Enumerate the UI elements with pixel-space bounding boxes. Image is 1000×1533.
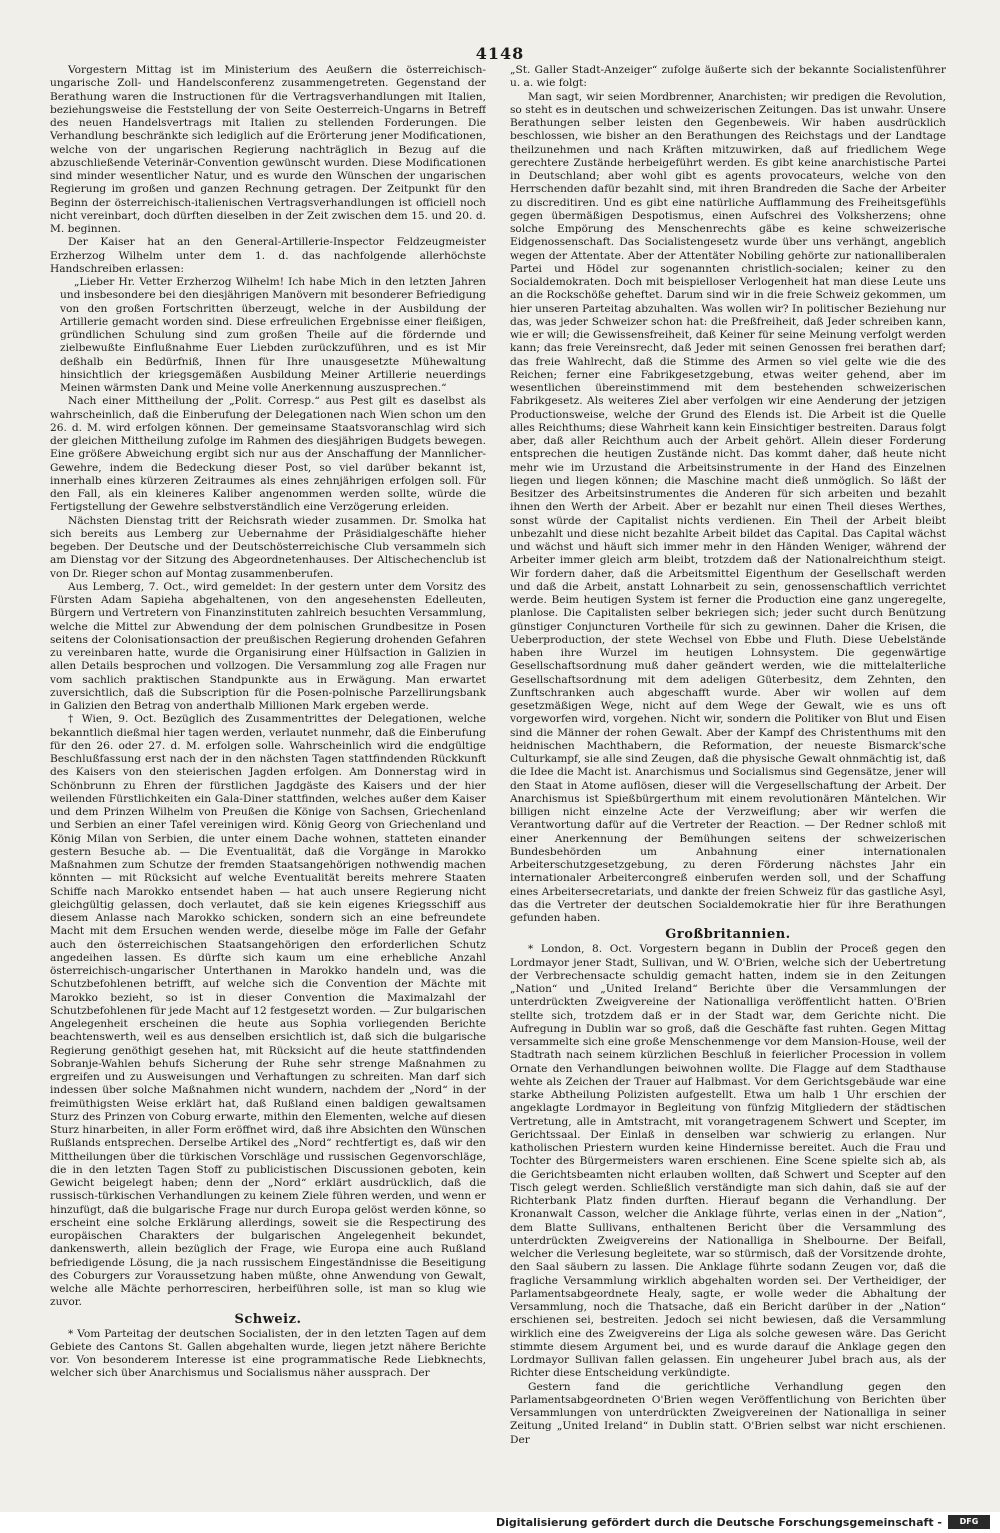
article-paragraph: Aus Lemberg, 7. Oct., wird gemeldet: In der gestern unter dem Vorsitz des Fürsten Adam Sapieha abgehaltenen, von den angesehensten Edelleuten, Bürgern und Vertretern von Finanzinstituten zahlreich besuchten Versammlung, welche die Mittel zur Abwendung der dem polnischen Grundbesitze in Posen seitens der Colonisationsaction der preußischen Regierung drohenden Gefahren zu vereinbaren hatte, wurde die Organisirung einer Hülfsaction in Galizien in allen Details besprochen und vollzogen. Die Versammlung zog alle Fragen nur vom sachlich praktischen Standpunkte aus in Erwägung. Man erwartet zuversichtlich, daß die Subscription für die Posen-polnische Parzellirungsbank in Galizien den Betrag von anderthalb Millionen Mark ergeben werde. <box>50 580 486 712</box>
article-paragraph: Vorgestern Mittag ist im Ministerium des Aeußern die österreichisch-ungarische Zoll- und Handelsconferenz zusammengetreten. Gegenstand der Berathung waren die Instructionen für die Vertragsverhandlungen mit Italien, beziehungsweise die Feststellung der von Seite Oesterreich-Ungarns in Betreff des neuen Handelsvertrags mit Italien zu stellenden Forderungen. Die Verhandlung beschränkte sich lediglich auf die Erörterung jener Modificationen, welche von der ungarischen Regierung nachträglich in Bezug auf die abzuschließende Veterinär-Convention gewünscht wurden. Diese Modificationen sind minder wesentlicher Natur, und es wurde den Wünschen der ungarischen Regierung im großen und ganzen Rechnung getragen. Der Zeitpunkt für den Beginn der österreichisch-italienischen Vertragsverhandlungen ist officiell noch nicht vereinbart, doch dürften dieselben in der Zeit zwischen dem 15. und 20. d. M. beginnen. <box>50 64 486 235</box>
article-paragraph: Nächsten Dienstag tritt der Reichsrath wieder zusammen. Dr. Smolka hat sich bereits aus Lemberg zur Uebernahme der Präsidialgeschäfte hieher begeben. Der Deutsche und der Deutschösterreichische Club versammeln sich am Dienstag vor der Sitzung des Abgeordnetenhauses. Der Altischechenclub ist von Dr. Rieger schon auf Montag zusammenberufen. <box>50 514 486 580</box>
article-paragraph: Der Kaiser hat an den General-Artillerie-Inspector Feldzeugmeister Erzherzog Wilhelm unter dem 1. d. das nachfolgende allerhöchste Handschreiben erlassen: <box>50 236 486 275</box>
article-paragraph: Nach einer Mittheilung der „Polit. Corresp.“ aus Pest gilt es daselbst als wahrscheinlich, daß die Einberufung der Delegationen nach Wien schon um den 26. d. M. wird erfolgen können. Der gemeinsame Staatsvoranschlag wird sich der gleichen Mittheilung zufolge im Rahmen des diesjährigen Budgets bewegen. Eine größere Abweichung ergibt sich nur aus der Anschaffung der Mannlicher-Gewehre, indem die Bedeckung dieser Post, so viel darüber bekannt ist, innerhalb eines kürzeren Zeitraumes als eines zehnjährigen erfolgen soll. Für den Fall, als ein kleineres Kaliber angenommen werden sollte, würde die Fertigstellung der Gewehre selbstverständlich eine Verzögerung erleiden. <box>50 395 486 514</box>
article-paragraph: * Vom Parteitag der deutschen Socialisten, der in den letzten Tagen auf dem Gebiete des Cantons St. Gallen abgehalten wurde, liegen jetzt nähere Berichte vor. Von besonderem Interesse ist eine programmatische Rede Liebknechts, welcher sich über Anarchismus und Socialismus näher aussprach. Der <box>50 1327 486 1380</box>
quoted-letter: „Lieber Hr. Vetter Erzherzog Wilhelm! Ich habe Mich in den letzten Jahren und insbesondere bei den diesjährigen Manövern mit besonderer Befriedigung von den großen Fortschritten überzeugt, welche in der Ausbildung der Artillerie gemacht worden sind. Diese erfreulichen Ergebnisse einer fleißigen, gründlichen Schulung sind zum großen Theile auf die fördernde und zielbewußte Einflußnahme Euer Liebden zurückzuführen, und es ist Mir deßhalb ein Bedürfniß, Ihnen für Ihre unausgesetzte Mühewaltung hinsichtlich der kriegsgemäßen Ausbildung Meiner Artillerie neuerdings Meinen wärmsten Dank und Meine volle Anerkennung auszusprechen.“ <box>60 276 486 394</box>
article-paragraph: Gestern fand die gerichtliche Verhandlung gegen den Parlamentsabgeordneten O'Brien wegen Veröffentlichung von Berichten über Versammlungen von unterdrückten Zweigvereinen der Nationalliga in seiner Zeitung „United Ireland“ in Dublin statt. O'Brien selbst war nicht erschienen. Der <box>510 1380 946 1446</box>
left-column <box>50 64 486 1509</box>
article-paragraph: † Wien, 9. Oct. Bezüglich des Zusammentrittes der Delegationen, welche bekanntlich dießmal hier tagen werden, verlautet nunmehr, daß die Einberufung für den 26. oder 27. d. M. erfolgen solle. Wahrscheinlich wird die endgültige Beschlußfassung erst nach der in den nächsten Tagen stattfindenden Rückkunft des Kaisers von den steierischen Jagden erfolgen. Am Donnerstag wird in Schönbrunn zu Ehren der fürstlichen Jagdgäste des Kaisers und der hier weilenden Fürstlichkeiten ein Gala-Diner stattfinden, welches außer dem Kaiser und dem Prinzen Wilhelm von Preußen die Könige von Sachsen, Griechenland und Serbien an einer Tafel vereinigen wird. König Georg von Griechenland und König Milan von Serbien, die unter einem Dache wohnen, statteten einander gestern Besuche ab. — Die Eventualität, daß die Vorgänge in Marokko Maßnahmen zum Schutze der fremden Staatsangehörigen nothwendig machen könnten — mit Rücksicht auf welche Eventualität bereits mehrere Staaten Schiffe nach Marokko entsendet haben — hat auch unsere Regierung nicht gleichgültig gelassen, doch verlautet, daß sie kein eigenes Kriegsschiff aus diesem Anlasse nach Marokko schicken, sondern sich an eine befreundete Macht mit dem Ersuchen wenden werde, dieselbe möge im Falle der Gefahr auch den österreichischen Staatsangehörigen den erforderlichen Schutz angedeihen lassen. Es dürfte sich kaum um eine erhebliche Anzahl österreichisch-ungarischer Unterthanen in Marokko handeln und, was die Schutzbefohlenen betrifft, auf welche sich die Convention der Mächte mit Marokko bezieht, so ist in dieser Convention die Maximalzahl der Schutzbefohlenen für jede Macht auf 12 festgesetzt worden. — Zur bulgarischen Angelegenheit erscheinen die heute aus Sophia vorliegenden Berichte beachtenswerth, weil es aus denselben ersichtlich ist, daß sich die bulgarische Regierung genöthigt gesehen hat, mit Rücksicht auf die heute stattfindenden Sobranje-Wahlen behufs Sicherung der Ruhe sehr strenge Maßnahmen zu ergreifen und zu Ausweisungen und Verhaftungen zu schreiten. Man darf sich indessen über solche Maßnahmen nicht wundern, nachdem der „Nord“ in der freimüthigsten Weise erklärt hat, daß Rußland einen baldigen gewaltsamen Sturz des Prinzen von Coburg erwarte, mithin den Elementen, welche auf diesen Sturz hinarbeiten, in aller Form eröffnet wird, daß ihre Absichten den Wünschen Rußlands entsprechen. Derselbe Artikel des „Nord“ rechtfertigt es, daß wir den Mittheilungen über die türkischen Vorschläge und russischen Gegenvorschläge, die in den letzten Tagen Stoff zu publicistischen Discussionen geboten, kein Gewicht beigelegt haben; denn der „Nord“ erklärt ausdrücklich, daß die russisch-türkischen Verhandlungen zu keinem Ziele führen werden, und wenn er hinzufügt, daß die bulgarische Frage nur durch Europa gelöst werden könne, so erscheint eine solche Erklärung allerdings, soweit sie die Respectirung des europäischen Charakters der bulgarischen Angelegenheit bekundet, dankenswerth, allein bezüglich der Frage, wie Europa eine auch Rußland befriedigende Lösung, die ja nach russischem Eingeständnisse die Beseitigung des Coburgers zur Voraussetzung haben müßte, ohne Anwendung von Gewalt, welche alle Mächte perhorresciren, herbeiführen solle, ist man so klug wie zuvor. <box>50 713 486 1309</box>
article-paragraph: Man sagt, wir seien Mordbrenner, Anarchisten; wir predigen die Revolution, so steht es in deutschen und schweizerischen Zeitungen. Das ist unwahr. Unsere Berathungen selber leisten den Gegenbeweis. Wir haben ausdrücklich beschlossen, wie bisher an den Berathungen des Reichstags und der Landtage theilzunehmen und nach Kräften mitzuwirken, daß auf friedlichem Wege gerechtere Zustände herbeigeführt werden. Es gibt keine anarchistische Partei in Deutschland; aber wohl gibt es agents provocateurs, welche von den Herrschenden dafür bezahlt sind, mit ihren Brandreden die Sache der Arbeiter zu discreditiren. Und es gibt eine natürliche Aufflammung des Freiheitsgefühls gegen übermäßigen Despotismus, einen Aufschrei des Volksherzens; ohne solche Empörung des Menschenrechts gäbe es keine schweizerische Eidgenossenschaft. Das Socialistengesetz wurde über uns verhängt, angeblich wegen der Attentate. Aber der Attentäter Nobiling gehörte zur nationalliberalen Partei und Hödel zur sogenannten christlich-socialen; keiner zu den Socialdemokraten. Doch mit beispielloser Verlogenheit hat man diese Leute uns an die Rockschöße geheftet. Darum sind wir in die freie Schweiz gekommen, um hier unseren Parteitag abzuhalten. Was wollen wir? In politischer Beziehung nur das, was jeder Schweizer schon hat: die Preßfreiheit, daß Jeder schreiben kann, wie er will; die Gewissensfreiheit, daß Keiner für seine Meinung verfolgt werden kann; das freie Vereinsrecht, daß Jeder mit seinen Genossen frei berathen darf; das freie Wahlrecht, daß die Stimme des Armen so viel gelte wie die des Reichen; ferner eine Fabrikgesetzgebung, etwas weiter gehend, aber im wesentlichen übereinstimmend mit dem bestehenden schweizerischen Fabrikgesetz. Als weiteres Ziel aber verfolgen wir eine Aenderung der jetzigen Productionsweise, welche der Grund des Elends ist. Die Arbeit ist die Quelle alles Reichthums; diese Wahrheit kann kein Einsichtiger bestreiten. Daraus folgt aber, daß aller Reichthum auch der Arbeit gehört. Allein dieser Forderung entsprechen die heutigen Zustände nicht. Das kommt daher, daß heute nicht mehr wie im Urzustand die Arbeitsinstrumente in der Hand des Einzelnen liegen und liegen können; die Maschine macht dieß unmöglich. So läßt der Besitzer des Arbeitsinstrumentes die Anderen für sich arbeiten und bezahlt ihnen den Werth der Arbeit. Aber er bezahlt nur einen Theil dieses Werthes, sonst würde der Capitalist nichts verdienen. Ein Theil der Arbeit bleibt unbezahlt und diese nicht bezahlte Arbeit bildet das Capital. Das Capital wächst und wächst und häuft sich immer mehr in den Händen Weniger, während der Arbeiter immer gleich arm bleibt, trotzdem daß der Nationalreichthum steigt. Wir fordern daher, daß die Arbeitsmittel Eigenthum der Gesellschaft werden und daß die Arbeit, anstatt Lohnarbeit zu sein, genossenschaftlich verrichtet werde. Beim heutigen System ist ferner die Production eine ganz ungeregelte, planlose. Die Capitalisten selber bekriegen sich; jeder sucht durch Benützung günstiger Conjuncturen Vortheile für sich zu gewinnen. Daher die Krisen, die Ueberproduction, der stete Wechsel von Ebbe und Fluth. Diese Uebelstände haben ihre Wurzel im heutigen Lohnsystem. Die gegenwärtige Gesellschaftsordnung muß daher geändert werden, wie die mittelalterliche Gesellschaftsordnung mit dem adeligen Güterbesitz, dem Zehnten, den Zunftschranken auch abgeschafft wurde. Aber wir wollen auf dem gesetzmäßigen Wege, nicht auf dem Wege der Gewalt, wie es uns oft vorgeworfen wird, vorgehen. Nicht wir, sondern die Politiker von Blut und Eisen sind die Männer der rohen Gewalt. Aber der Kampf des Christenthums mit den heidnischen Machthabern, die Reformation, der neueste Bismarck'sche Culturkampf, sie alle sind Zeugen, daß die physische Gewalt ohnmächtig ist, daß die Idee die Macht ist. Anarchismus und Socialismus sind Gegensätze, jener will den Staat in Atome auflösen, dieser will die Vergesellschaftung der Arbeit. Der Anarchismus ist Spießbürgerthum mit einem revolutionären Mäntelchen. Wir billigen nicht einzelne Acte der Verzweiflung; aber wir werfen die Verantwortung dafür auf die Vertreter der Reaction. — Der Redner schloß mit einer Anerkennung der Bemühungen seitens der schweizerischen Bundesbehörden um Anbahnung einer internationalen Arbeiterschutzgesetzgebung, zu deren Förderung nächstes Jahr ein internationaler Arbeitercongreß einberufen werden soll, und der Schaffung eines Arbeitersecretariats, und dankte der freien Schweiz für das gastliche Asyl, das die Vertreter der deutschen Socialdemokratie hier für ihre Berathungen gefunden haben. <box>510 90 946 924</box>
right-column <box>510 64 946 1509</box>
article-paragraph: * London, 8. Oct. Vorgestern begann in Dublin der Proceß gegen den Lordmayor jener Stadt, Sullivan, und W. O'Brien, welche sich der Uebertretung der Verbrechensacte schuldig gemacht hatten, indem sie in den Zeitungen „Nation“ und „United Ireland“ Berichte über die Versammlungen der unterdrückten Zweigvereine der Nationalliga veröffentlicht hatten. O'Brien stellte sich, trotzdem daß er in der Stadt war, dem Gerichte nicht. Die Aufregung in Dublin war so groß, daß die Geschäfte fast ruhten. Gegen Mittag versammelte sich eine große Menschenmenge vor dem Mansion-House, weil der Stadtrath nach seinem kürzlichen Beschluß in feierlicher Procession in vollem Ornate den Verhandlungen beiwohnen wollte. Die Flagge auf dem Stadthause wehte als Zeichen der Trauer auf Halbmast. Vor dem Gerichtsgebäude war eine starke Abtheilung Polizisten aufgestellt. Etwa um halb 1 Uhr erschien der angeklagte Lordmayor in Begleitung von fünfzig Mitgliedern der städtischen Vertretung, alle in Amtstracht, mit vorangetragenem Schwert und Scepter, im Gerichtssaal. Der Einlaß in denselben war schwierig zu erlangen. Nur katholischen Priestern wurden keine Hindernisse bereitet. Auch die Frau und Tochter des Bürgermeisters waren erschienen. Eine Scene spielte sich ab, als die Gerichtsbeamten nicht erlauben wollten, daß Schwert und Scepter auf den Tisch gelegt werden. Schließlich verständigte man sich dahin, daß sie auf der Richterbank Platz finden durften. Hierauf begann die Verhandlung. Der Kronanwalt Casson, welcher die Anklage führte, verlas einen in der „Nation“, dem Blatte Sullivans, enthaltenen Bericht über die Versammlung des unterdrückten Zweigvereins der Nationalliga in Shelbourne. Der Beifall, welcher die Verlesung begleitete, war so stürmisch, daß der Vorsitzende drohte, den Saal säubern zu lassen. Die Anklage führte sodann Zeugen vor, daß die fragliche Versammlung wirklich abgehalten worden sei. Der Vertheidiger, der Parlamentsabgeordnete Healy, sagte, er wolle weder die Abhaltung der Versammlung, noch die Thatsache, daß ein Bericht darüber in der „Nation“ erschienen sei, bestreiten. Jedoch sei nicht bewiesen, daß die Versammlung wirklich eine des Zweigvereins der Liga als solche gewesen wäre. Das Gericht stimmte diesem Argument bei, und es wurde darauf die Anklage gegen den Lordmayor Sullivan fallen gelassen. Ein ungeheurer Jubel brach aus, als der Richter diese Entscheidung verkündigte. <box>510 943 946 1380</box>
article-paragraph: „St. Galler Stadt-Anzeiger“ zufolge äußerte sich der bekannte Socialistenführer u. a. wie folgt: <box>510 64 946 90</box>
page-number: 4148 <box>475 44 525 63</box>
footer-credit: Digitalisierung gefördert durch die Deutsche Forschungsgemeinschaft - <box>495 1516 942 1529</box>
section-heading: Großbritannien. <box>665 927 791 943</box>
section-heading: Schweiz. <box>234 1311 302 1327</box>
dfg-logo: DFG <box>948 1515 990 1529</box>
footer-bar <box>0 1512 1000 1533</box>
